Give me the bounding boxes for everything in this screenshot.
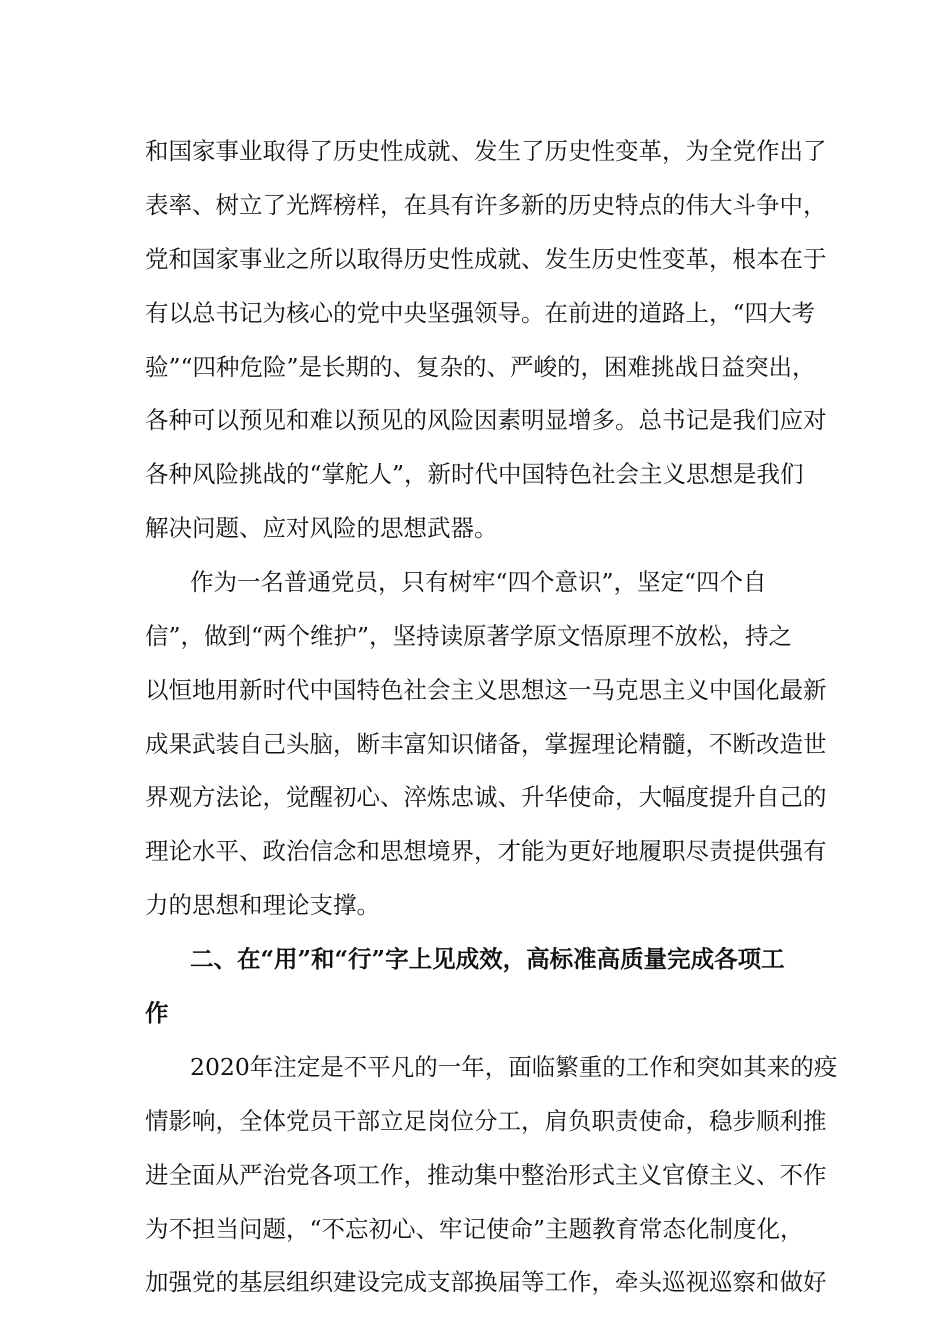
text-line: 进全面从严治党各项工作，推动集中整治形式主义官僚主义、不作 [145,1161,827,1189]
paragraph-first-line: 作为一名普通党员，只有树牢“四个意识”，坚定“四个自 [190,568,767,596]
text-line: 为不担当问题，“不忘初心、牢记使命”主题教育常态化制度化， [145,1215,804,1243]
text-line: 有以总书记为核心的党中央坚强领导。在前进的道路上，“四大考 [145,299,816,327]
text-line: 解决问题、应对风险的思想武器。 [145,514,498,542]
text-line: 各种可以预见和难以预见的风险因素明显增多。总书记是我们应对 [145,406,827,434]
section-heading-continued: 作 [145,999,169,1027]
text-line: 各种风险挑战的“掌舵人”，新时代中国特色社会主义思想是我们 [145,460,804,488]
text-line: 验”“四种危险”是长期的、复杂的、严峻的，困难挑战日益突出， [145,353,816,381]
paragraph-first-line: 2020年注定是不平凡的一年，面临繁重的工作和突如其来的疫 [190,1053,838,1081]
section-heading: 二、在“用”和“行”字上见成效，高标准高质量完成各项工 [190,945,785,973]
text-line: 以恒地用新时代中国特色社会主义思想这一马克思主义中国化最新 [145,676,827,704]
text-line: 情影响，全体党员干部立足岗位分工，肩负职责使命，稳步顺利推 [145,1107,827,1135]
text-line: 界观方法论，觉醒初心、淬炼忠诚、升华使命，大幅度提升自己的 [145,783,827,811]
text-line: 信”，做到“两个维护”，坚持读原著学原文悟原理不放松，持之 [145,622,793,650]
text-line: 加强党的基层组织建设完成支部换届等工作，牵头巡视巡察和做好 [145,1268,827,1296]
text-line: 理论水平、政治信念和思想境界，才能为更好地履职尽责提供强有 [145,837,827,865]
text-line: 力的思想和理论支撑。 [145,891,380,919]
text-line: 表率、树立了光辉榜样，在具有许多新的历史特点的伟大斗争中， [145,191,827,219]
text-line: 成果武装自己头脑，断丰富知识储备，掌握理论精髓，不断改造世 [145,730,827,758]
text-line: 党和国家事业之所以取得历史性成就、发生历史性变革，根本在于 [145,245,827,273]
text-line: 和国家事业取得了历史性成就、发生了历史性变革，为全党作出了 [145,137,827,165]
